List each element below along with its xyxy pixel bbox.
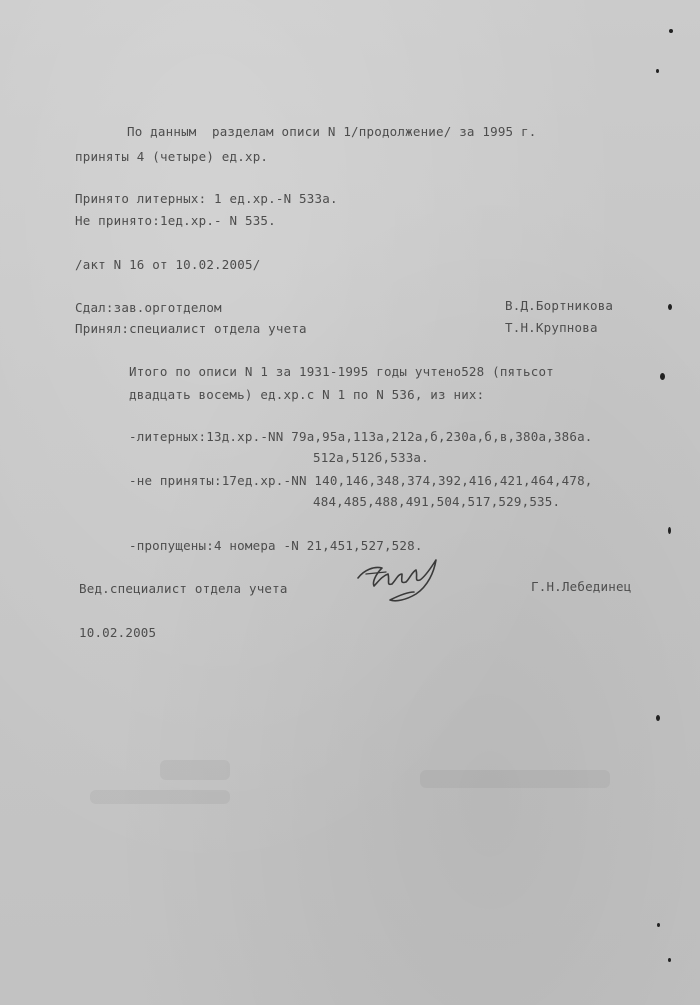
paper-stain xyxy=(420,770,610,788)
scan-speck xyxy=(668,304,672,310)
signatory-name: Г.Н.Лебединец xyxy=(531,579,632,594)
text-line: -литерных:13д.хр.-NN 79а,95а,113а,212а,б,230а,б,в,380а,386а. xyxy=(129,429,593,444)
text-line: Принял:специалист отдела учета xyxy=(75,321,307,336)
paper-stain xyxy=(90,790,230,804)
signatory-name: Т.Н.Крупнова xyxy=(505,320,598,335)
text-line: 512а,512б,533а. xyxy=(313,450,429,465)
scan-speck xyxy=(657,923,660,927)
scan-speck xyxy=(668,527,671,534)
text-line: Сдал:зав.орготделом xyxy=(75,300,222,315)
signatory-name: В.Д.Бортникова xyxy=(505,298,614,313)
text-line: Вед.специалист отдела учета xyxy=(79,581,288,596)
text-line: двадцать восемь) ед.хр.с N 1 по N 536, из них: xyxy=(129,387,485,402)
scan-speck xyxy=(656,69,659,73)
text-line: По данным разделам описи N 1/продолжение/ за 1995 г. xyxy=(127,124,537,139)
text-line: 484,485,488,491,504,517,529,535. xyxy=(313,494,561,509)
text-line: -не приняты:17ед.хр.-NN 140,146,348,374,392,416,421,464,478, xyxy=(129,473,593,488)
scan-speck xyxy=(669,29,673,33)
text-line: Принято литерных: 1 ед.хр.-N 533а. xyxy=(75,191,338,206)
document-date: 10.02.2005 xyxy=(79,625,157,640)
text-line: -пропущены:4 номера -N 21,451,527,528. xyxy=(129,538,423,553)
scan-speck xyxy=(656,715,660,721)
text-line: Не принято:1ед.хр.- N 535. xyxy=(75,213,276,228)
text-line: /акт N 16 от 10.02.2005/ xyxy=(75,257,261,272)
scan-speck xyxy=(668,958,671,962)
text-line: Итого по описи N 1 за 1931-1995 годы учтено528 (пятьсот xyxy=(129,364,554,379)
text-line: приняты 4 (четыре) ед.хр. xyxy=(75,149,269,164)
scan-speck xyxy=(660,373,665,380)
paper-stain xyxy=(160,760,230,780)
handwritten-signature xyxy=(352,552,452,610)
